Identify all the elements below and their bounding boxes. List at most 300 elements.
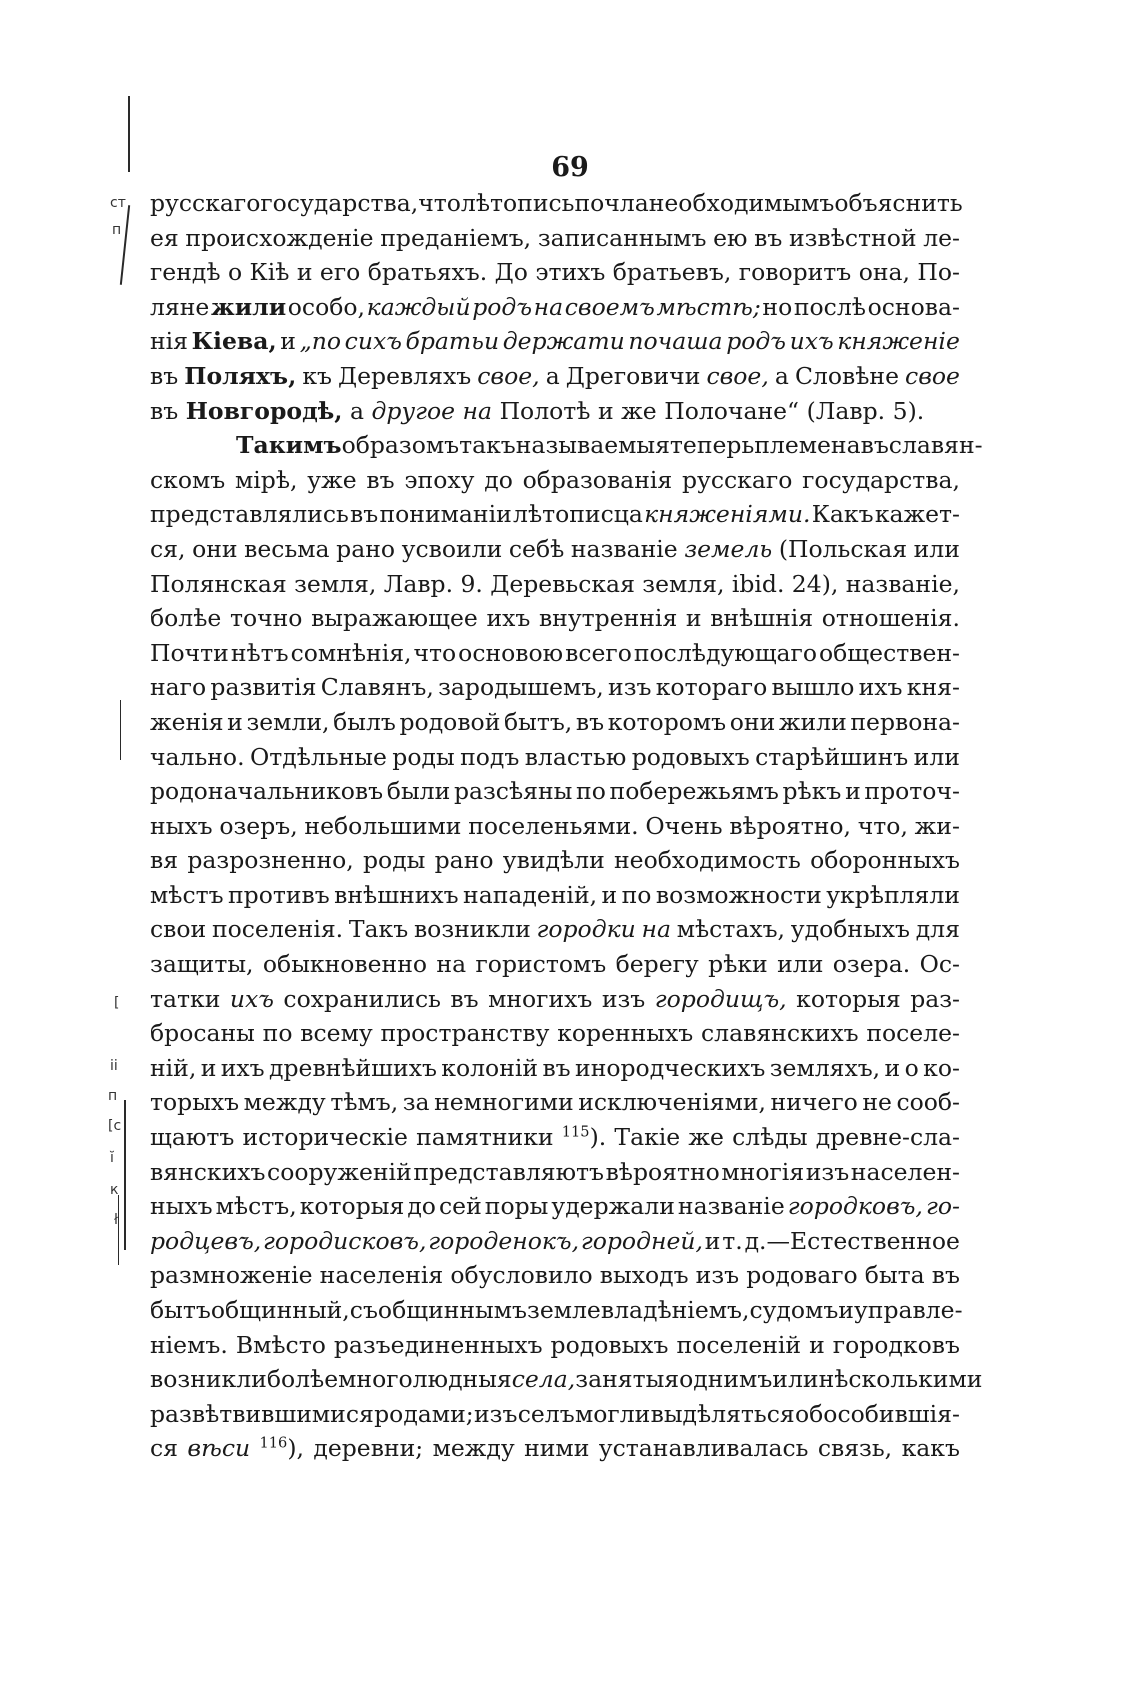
word: городковъ, — [787, 1192, 923, 1221]
text-line — [150, 1224, 960, 1259]
word: поселенія. — [211, 915, 344, 944]
word: родовыхъ — [550, 1330, 669, 1359]
word: котораго — [655, 673, 768, 702]
word: удержали — [551, 1192, 675, 1221]
word: что — [413, 638, 457, 667]
word: немногими — [434, 1088, 574, 1117]
word: или — [777, 950, 824, 979]
word: судомъ — [749, 1296, 839, 1324]
word: раз- — [910, 984, 960, 1013]
word: городенокъ, — [428, 1226, 580, 1255]
word: въ — [931, 1261, 960, 1290]
word: древнѣйшихъ — [269, 1053, 437, 1082]
text-line — [150, 428, 983, 463]
text-line — [150, 705, 960, 740]
text-line — [150, 394, 960, 429]
word: возникли — [150, 1365, 267, 1394]
text-line — [150, 1258, 960, 1293]
word: которыя — [299, 1192, 405, 1221]
word: уже — [307, 465, 357, 494]
word: Поляхъ, — [184, 361, 297, 390]
word: каждый — [366, 292, 471, 321]
word: такъ — [459, 431, 516, 460]
word: старѣйшинъ — [755, 742, 909, 771]
word: держати — [502, 327, 625, 356]
word: удобныхъ — [790, 915, 910, 944]
word: изъ — [695, 1261, 740, 1290]
word: и — [704, 1226, 721, 1255]
word: въ — [366, 465, 395, 494]
word: $^{115}$). — [561, 1123, 607, 1152]
word: сооруженій — [267, 1157, 412, 1186]
word: женія — [150, 707, 224, 736]
word: на — [533, 292, 564, 321]
word: въ — [860, 431, 889, 460]
word: гендѣ — [150, 258, 221, 287]
word: исключеніями, — [578, 1088, 766, 1117]
word: первона- — [850, 707, 960, 736]
word: и — [280, 327, 296, 356]
word: многихъ — [488, 984, 593, 1013]
word: нападеній, — [463, 880, 598, 909]
word: устанавливалась — [598, 1434, 809, 1463]
word: выходъ — [599, 1261, 689, 1290]
word: въ — [350, 500, 379, 529]
word: 5). — [892, 396, 925, 425]
word: кня- — [906, 673, 960, 702]
word: бытъ — [150, 1296, 211, 1324]
word: вѣроятно, — [729, 811, 852, 840]
margin-fragment: к — [110, 1182, 119, 1198]
word: го- — [925, 1192, 960, 1221]
text-line — [150, 1189, 960, 1224]
word: его — [319, 258, 361, 287]
text-line — [150, 1051, 960, 1086]
word: что, — [857, 811, 908, 840]
word: поры — [484, 1192, 549, 1221]
word: населен- — [850, 1157, 960, 1186]
word: и — [884, 1053, 901, 1082]
margin-fragment: п — [108, 1088, 118, 1104]
word: пространству — [380, 1019, 550, 1048]
text-line — [150, 290, 960, 325]
word: рѣки — [708, 950, 768, 979]
word: послѣдующаго — [633, 638, 818, 667]
word: для — [915, 915, 960, 944]
word: всего — [565, 638, 632, 667]
text-line — [150, 636, 960, 671]
word: Деревляхъ — [338, 361, 472, 390]
word: ніемъ. — [150, 1330, 228, 1359]
text-line — [150, 1085, 960, 1120]
word: обществен- — [819, 638, 960, 667]
word: развитія — [210, 673, 317, 702]
word: жили — [778, 707, 847, 736]
word: ею — [713, 223, 748, 252]
word: Такъ — [348, 915, 409, 944]
word: села, — [511, 1365, 576, 1394]
word: гористомъ — [475, 950, 607, 979]
word: и — [809, 1330, 825, 1359]
word: историческіе — [242, 1123, 408, 1152]
word: ся, — [150, 534, 186, 563]
word: инородческихъ — [575, 1053, 766, 1082]
text-line — [150, 1016, 960, 1051]
word: которыя — [796, 984, 901, 1013]
word: между — [243, 1088, 326, 1117]
word: городищъ, — [654, 984, 787, 1013]
word: не — [862, 1088, 892, 1117]
word: ея — [150, 223, 179, 252]
margin-rule — [128, 96, 130, 172]
word: Вмѣсто — [235, 1330, 326, 1359]
word: или — [913, 534, 960, 563]
margin-rule — [118, 1195, 119, 1265]
word: пониманіи — [379, 500, 512, 529]
word: многія — [721, 1157, 805, 1186]
word: родцевъ, — [150, 1226, 262, 1255]
word: Ос- — [919, 950, 960, 979]
word: родовыхъ — [631, 742, 750, 771]
text-line — [150, 567, 960, 602]
margin-fragment: ł — [114, 1212, 118, 1228]
word: основа- — [867, 292, 960, 321]
word: какъ — [901, 1434, 960, 1463]
margin-fragment: [с — [108, 1118, 122, 1134]
word: д.—Естественное — [744, 1226, 960, 1255]
word: Такимъ — [236, 431, 342, 460]
word: на — [641, 915, 671, 944]
word: земли, — [246, 707, 330, 736]
word: свое — [905, 361, 960, 390]
word: по — [621, 880, 652, 909]
word: были — [386, 777, 451, 806]
word: но — [762, 292, 793, 321]
word: земля, — [642, 569, 725, 598]
word: или — [772, 1365, 819, 1394]
word: озеръ, — [219, 811, 298, 840]
word: памятники — [416, 1123, 554, 1152]
text-line — [150, 809, 960, 844]
word: русскаго — [681, 465, 793, 494]
word: почаша — [628, 327, 723, 356]
word: сохранились — [283, 984, 441, 1013]
word: изъ — [601, 984, 646, 1013]
word: рано — [336, 534, 396, 563]
word: русскаго — [150, 189, 261, 217]
word: представлялись — [150, 500, 349, 529]
word: оборонныхъ — [810, 846, 960, 875]
word: изъ — [473, 1399, 518, 1428]
text-line — [150, 497, 960, 532]
word: лѣтопись — [460, 189, 575, 217]
word: возможности — [655, 880, 822, 909]
word: ся — [150, 1434, 178, 1463]
word: Деревьская — [490, 569, 635, 598]
word: происхожденіе — [185, 223, 374, 252]
word: своемъ — [564, 292, 655, 321]
word: мѣстѣ; — [656, 292, 761, 321]
word: названіе — [570, 534, 678, 563]
word: мѣстъ — [150, 880, 224, 909]
word: бросаны — [150, 1019, 255, 1048]
word: разсѣяны — [453, 777, 573, 806]
word: Такіе — [614, 1123, 681, 1152]
word: государства, — [260, 189, 419, 217]
footnote-ref: 116 — [259, 1434, 288, 1452]
word: противъ — [228, 880, 330, 909]
word: Какъ — [811, 500, 874, 529]
word: въ — [150, 396, 179, 425]
word: братьевъ, — [612, 258, 732, 287]
word: въ — [450, 984, 479, 1013]
word: ихъ — [486, 604, 531, 633]
text-line — [150, 947, 960, 982]
word: обособившія- — [795, 1399, 960, 1428]
word: Очень — [645, 811, 723, 840]
word: татки — [150, 984, 221, 1013]
word: выдѣляться — [650, 1399, 795, 1428]
word: берегу — [615, 950, 699, 979]
word: почла — [574, 189, 649, 217]
word: всему — [300, 1019, 373, 1048]
word: быта — [864, 1261, 925, 1290]
word: основою — [458, 638, 564, 667]
word: роды — [392, 742, 455, 771]
word: подъ — [460, 742, 520, 771]
margin-fragment: ĭ — [110, 1150, 114, 1166]
text-line — [150, 1293, 963, 1328]
text-line — [150, 982, 960, 1017]
word: вѣси — [187, 1434, 251, 1463]
word: образомъ — [341, 431, 460, 460]
word: государства, — [802, 465, 960, 494]
text-line — [150, 601, 960, 636]
margin-fragment: іі — [110, 1058, 118, 1074]
text-line — [150, 324, 960, 359]
word: по — [262, 1019, 293, 1048]
text-line — [150, 774, 960, 809]
word: внутреннія — [538, 604, 678, 633]
word: внѣшнихъ — [334, 880, 459, 909]
word: въ — [150, 361, 179, 390]
text-line — [150, 186, 963, 221]
word: обусловило — [450, 1261, 593, 1290]
word: управле- — [853, 1296, 963, 1324]
word: свои — [150, 915, 207, 944]
word: къ — [302, 361, 332, 390]
word: колоній — [441, 1053, 539, 1082]
word: братьяхъ. — [367, 258, 488, 287]
word: торыхъ — [150, 1088, 240, 1117]
word: до — [407, 1192, 436, 1221]
word: она, — [858, 258, 910, 287]
word: былъ — [333, 707, 396, 736]
text-line — [150, 1431, 960, 1466]
word: городисковъ, — [263, 1226, 427, 1255]
text-line — [150, 532, 960, 567]
word: городки — [536, 915, 636, 944]
word: селъ — [517, 1399, 575, 1428]
word: рано — [434, 846, 494, 875]
word: родовой — [399, 707, 501, 736]
word: тѣмъ, — [330, 1088, 399, 1117]
word: Словѣне — [794, 361, 899, 390]
word: развѣтвившимися — [150, 1399, 374, 1428]
word: небольшими — [304, 811, 462, 840]
word: Почти — [150, 638, 229, 667]
word: сомнѣнія, — [290, 638, 412, 667]
word: весьма — [244, 534, 330, 563]
word: о — [904, 1053, 919, 1082]
word: славянскихъ — [701, 1019, 859, 1048]
word: и — [227, 707, 243, 736]
word: жи- — [914, 811, 960, 840]
word: городней, — [580, 1226, 703, 1255]
word: связь, — [817, 1434, 893, 1463]
word: властью — [524, 742, 627, 771]
word: разъединенныхъ — [333, 1330, 543, 1359]
word: изъ — [805, 1157, 850, 1186]
word: ко- — [923, 1053, 960, 1082]
word: сей — [439, 1192, 482, 1221]
word: или — [913, 742, 960, 771]
word: другое — [371, 396, 456, 425]
word: земляхъ, — [769, 1053, 881, 1082]
word: мѣстахъ, — [676, 915, 786, 944]
word: слѣды — [732, 1123, 808, 1152]
word: теперь — [669, 431, 755, 460]
word: общиннымъ — [377, 1296, 527, 1324]
word: ихъ — [229, 984, 274, 1013]
word: необходимымъ — [648, 189, 835, 217]
word: говоритъ — [738, 258, 852, 287]
word: поселеній — [676, 1330, 802, 1359]
word: свое, — [477, 361, 540, 390]
word: славян- — [888, 431, 983, 460]
word: ихъ — [220, 1053, 265, 1082]
word: вышло — [771, 673, 855, 702]
word: себѣ — [508, 534, 565, 563]
word: поселеньями. — [468, 811, 639, 840]
word: мірѣ, — [235, 465, 298, 494]
word: же — [688, 1123, 724, 1152]
text-line — [150, 1155, 960, 1190]
word: усвоили — [401, 534, 503, 563]
word: зародышемъ, — [438, 673, 604, 702]
word: княженіе — [837, 327, 960, 356]
word: озера. — [832, 950, 911, 979]
word: свое, — [706, 361, 769, 390]
word: укрѣпляли — [826, 880, 960, 909]
word: щаютъ — [150, 1123, 235, 1152]
word: записаннымъ — [537, 223, 707, 252]
word: ныхъ — [150, 811, 213, 840]
word: эпоху — [404, 465, 475, 494]
word: поселе- — [866, 1019, 960, 1048]
word: 24), — [791, 569, 839, 598]
word: родоначальниковъ — [150, 777, 384, 806]
word: братьи — [405, 327, 500, 356]
text-line — [150, 843, 960, 878]
word: необходимость — [614, 846, 801, 875]
word: Лавр. — [383, 569, 454, 598]
word: названіе — [677, 1192, 785, 1221]
word: вѣроятно — [605, 1157, 720, 1186]
margin-fragment: п — [112, 222, 122, 238]
word: и — [838, 1296, 854, 1324]
word: роды — [363, 846, 426, 875]
word: выражающее — [311, 604, 478, 633]
word: въ — [575, 707, 605, 736]
margin-rule — [120, 700, 121, 760]
word: точно — [229, 604, 303, 633]
word: сихъ — [344, 327, 402, 356]
word: а — [349, 396, 364, 425]
word: племена — [754, 431, 861, 460]
text-line — [150, 1120, 960, 1155]
word: увидѣли — [502, 846, 605, 875]
word: же — [621, 396, 657, 425]
word: ними — [524, 1434, 590, 1463]
text-line — [150, 359, 960, 394]
word: До — [494, 258, 528, 287]
word: извѣстной — [788, 223, 917, 252]
word: возникли — [413, 915, 531, 944]
word: землевладѣніемъ, — [527, 1296, 750, 1324]
word: особо, — [287, 292, 366, 321]
word: ле- — [923, 223, 960, 252]
word: бытъ, — [504, 707, 573, 736]
word: скомъ — [150, 465, 226, 494]
text-line — [150, 221, 960, 256]
word: и — [200, 1053, 217, 1082]
word: общинный, — [210, 1296, 350, 1324]
word: что — [418, 189, 461, 217]
text-line — [150, 1328, 960, 1363]
word: $^{116}$), — [259, 1434, 304, 1463]
word: а — [774, 361, 789, 390]
word: родоваго — [746, 1261, 858, 1290]
word: болѣе — [266, 1365, 339, 1394]
word: Полянская — [150, 569, 287, 598]
word: которомъ — [607, 707, 727, 736]
word: земель — [684, 534, 773, 563]
word: По- — [917, 258, 960, 287]
word: и — [601, 880, 618, 909]
word: и — [845, 777, 861, 806]
word: княженіями. — [644, 500, 811, 529]
word: городковъ — [832, 1330, 960, 1359]
word: они — [192, 534, 238, 563]
word: 9. — [460, 569, 483, 598]
word: Полотѣ — [499, 396, 591, 425]
word: однимъ — [679, 1365, 773, 1394]
word: занятыя — [575, 1365, 680, 1394]
word: (Лавр. — [806, 396, 886, 425]
text-line — [150, 912, 960, 947]
word: о — [227, 258, 243, 287]
margin-rule — [124, 1100, 126, 1250]
margin-fragment: ст — [110, 195, 126, 211]
footnote-ref: 115 — [561, 1123, 590, 1141]
margin-fragment: [ — [114, 995, 120, 1011]
word: родъ — [726, 327, 786, 356]
word: (Польская — [778, 534, 908, 563]
word: „по — [299, 327, 342, 356]
word: на — [462, 396, 493, 425]
word: нѣтъ — [230, 638, 289, 667]
